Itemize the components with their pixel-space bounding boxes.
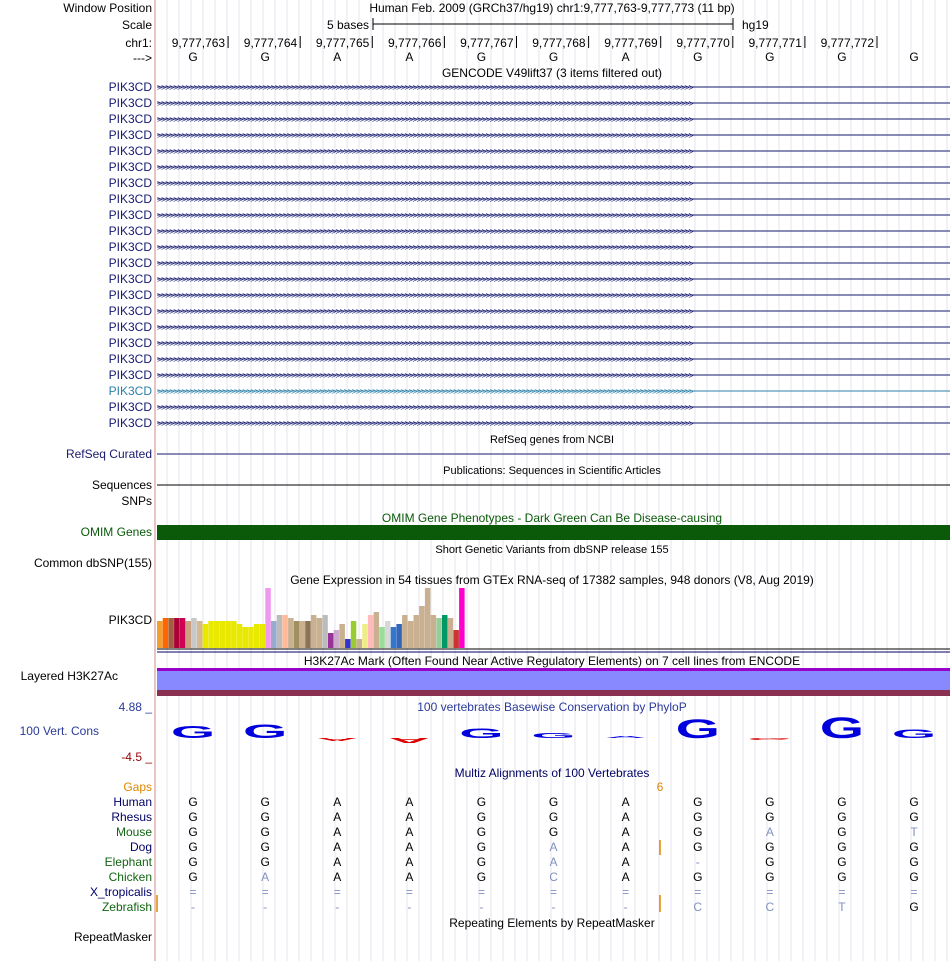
multiz-base: G xyxy=(693,840,703,854)
multiz-base: = xyxy=(766,885,774,899)
gtex-tissue-bar[interactable] xyxy=(351,621,357,648)
gencode-strand-arrows: >>>>>>>>>>>>>>>>>>>>>>>>>>>>>>>>>>>>>>>>>>>>>>>>>>>>>>>>>>>>>>>>>>>>>>>>>>>>>>>>>>>>>>>>>>>>>>>>>>>>>>>>>>>>>>>>>>>>>>>>>>>>>>>>>>>> xyxy=(157,274,693,285)
phylop-letter[interactable]: G xyxy=(675,714,720,745)
multiz-base: = xyxy=(189,885,197,899)
scale-text: 5 bases xyxy=(326,18,369,32)
gtex-tissue-bar[interactable] xyxy=(208,621,214,648)
multiz-base: G xyxy=(188,810,198,824)
multiz-base: G xyxy=(476,810,487,824)
multiz-base: - xyxy=(479,900,484,914)
multiz-base: G xyxy=(765,810,775,824)
gencode-transcript-label[interactable]: PIK3CD xyxy=(108,192,152,206)
gencode-strand-arrows: >>>>>>>>>>>>>>>>>>>>>>>>>>>>>>>>>>>>>>>>>>>>>>>>>>>>>>>>>>>>>>>>>>>>>>>>>>>>>>>>>>>>>>>>>>>>>>>>>>>>>>>>>>>>>>>>>>>>>>>>>>>>>>>>>>>> xyxy=(157,146,693,157)
gencode-strand-arrows: >>>>>>>>>>>>>>>>>>>>>>>>>>>>>>>>>>>>>>>>>>>>>>>>>>>>>>>>>>>>>>>>>>>>>>>>>>>>>>>>>>>>>>>>>>>>>>>>>>>>>>>>>>>>>>>>>>>>>>>>>>>>>>>>>>>> xyxy=(157,114,693,125)
base-letter: G xyxy=(260,50,270,64)
position-label: 9,777,772 xyxy=(820,36,874,50)
gtex-tissue-bar[interactable] xyxy=(334,630,340,648)
multiz-base: G xyxy=(909,795,919,809)
multiz-base: G xyxy=(188,855,198,869)
base-letter: G xyxy=(476,50,487,64)
multiz-base: G xyxy=(188,840,198,854)
gtex-tissue-bar[interactable] xyxy=(174,618,180,648)
gencode-strand-arrows: >>>>>>>>>>>>>>>>>>>>>>>>>>>>>>>>>>>>>>>>>>>>>>>>>>>>>>>>>>>>>>>>>>>>>>>>>>>>>>>>>>>>>>>>>>>>>>>>>>>>>>>>>>>>>>>>>>>>>>>>>>>>>>>>>>>> xyxy=(157,386,693,397)
gencode-strand-arrows: >>>>>>>>>>>>>>>>>>>>>>>>>>>>>>>>>>>>>>>>>>>>>>>>>>>>>>>>>>>>>>>>>>>>>>>>>>>>>>>>>>>>>>>>>>>>>>>>>>>>>>>>>>>>>>>>>>>>>>>>>>>>>>>>>>>> xyxy=(157,162,693,173)
gtex-tissue-bar[interactable] xyxy=(414,615,420,648)
phylop-letter[interactable]: G xyxy=(242,720,288,743)
multiz-base: G xyxy=(765,855,775,869)
base-letter: G xyxy=(909,50,919,64)
gencode-transcript-label[interactable]: PIK3CD xyxy=(108,400,152,414)
base-letter: G xyxy=(765,50,775,64)
gencode-strand-arrows: >>>>>>>>>>>>>>>>>>>>>>>>>>>>>>>>>>>>>>>>>>>>>>>>>>>>>>>>>>>>>>>>>>>>>>>>>>>>>>>>>>>>>>>>>>>>>>>>>>>>>>>>>>>>>>>>>>>>>>>>>>>>>>>>>>>> xyxy=(157,258,693,269)
gencode-track-title: GENCODE V49lift37 (3 items filtered out) xyxy=(441,66,663,80)
gtex-tissue-bar[interactable] xyxy=(374,612,380,648)
phylop-letter[interactable]: G xyxy=(747,737,793,741)
position-label: 9,777,765 xyxy=(315,36,370,50)
multiz-base: G xyxy=(765,795,775,809)
gtex-tissue-bar[interactable] xyxy=(248,627,254,648)
base-letter: A xyxy=(621,50,630,64)
gtex-tissue-bar[interactable] xyxy=(214,621,220,648)
gtex-tissue-bar[interactable] xyxy=(368,615,374,648)
gencode-transcript-label[interactable]: PIK3CD xyxy=(108,144,152,158)
multiz-species-label[interactable]: X_tropicalis xyxy=(89,885,152,899)
omim-track-label[interactable]: OMIM Genes xyxy=(80,525,152,539)
gtex-tissue-bar[interactable] xyxy=(448,618,454,648)
gtex-tissue-bar[interactable] xyxy=(294,621,300,648)
multiz-base: A xyxy=(333,795,342,809)
multiz-base: G xyxy=(260,840,270,854)
gencode-strand-arrows: >>>>>>>>>>>>>>>>>>>>>>>>>>>>>>>>>>>>>>>>>>>>>>>>>>>>>>>>>>>>>>>>>>>>>>>>>>>>>>>>>>>>>>>>>>>>>>>>>>>>>>>>>>>>>>>>>>>>>>>>>>>>>>>>>>>> xyxy=(157,194,693,205)
gencode-track[interactable] xyxy=(109,80,950,430)
multiz-base: - xyxy=(551,900,556,914)
position-label: 9,777,770 xyxy=(676,36,730,50)
multiz-base: G xyxy=(476,825,487,839)
multiz-base: A xyxy=(405,810,414,824)
gtex-tissue-bar[interactable] xyxy=(197,621,203,648)
multiz-base: G xyxy=(837,795,847,809)
gtex-tissue-bar[interactable] xyxy=(237,624,243,648)
multiz-base: A xyxy=(333,840,342,854)
position-label: 9,777,767 xyxy=(460,36,514,50)
gtex-tissue-bar[interactable] xyxy=(180,618,186,648)
gtex-tissue-bar[interactable] xyxy=(157,621,163,648)
gencode-transcript-label[interactable]: PIK3CD xyxy=(108,288,152,302)
gencode-strand-arrows: >>>>>>>>>>>>>>>>>>>>>>>>>>>>>>>>>>>>>>>>>>>>>>>>>>>>>>>>>>>>>>>>>>>>>>>>>>>>>>>>>>>>>>>>>>>>>>>>>>>>>>>>>>>>>>>>>>>>>>>>>>>>>>>>>>>> xyxy=(157,98,693,109)
position-label: 9,777,763 xyxy=(171,36,226,50)
multiz-base: A xyxy=(333,825,342,839)
gencode-strand-arrows: >>>>>>>>>>>>>>>>>>>>>>>>>>>>>>>>>>>>>>>>>>>>>>>>>>>>>>>>>>>>>>>>>>>>>>>>>>>>>>>>>>>>>>>>>>>>>>>>>>>>>>>>>>>>>>>>>>>>>>>>>>>>>>>>>>>> xyxy=(157,402,693,413)
gencode-strand-arrows: >>>>>>>>>>>>>>>>>>>>>>>>>>>>>>>>>>>>>>>>>>>>>>>>>>>>>>>>>>>>>>>>>>>>>>>>>>>>>>>>>>>>>>>>>>>>>>>>>>>>>>>>>>>>>>>>>>>>>>>>>>>>>>>>>>>> xyxy=(157,290,693,301)
chrom-label: chr1: xyxy=(125,36,152,50)
base-sequence xyxy=(188,50,918,64)
gencode-strand-arrows: >>>>>>>>>>>>>>>>>>>>>>>>>>>>>>>>>>>>>>>>>>>>>>>>>>>>>>>>>>>>>>>>>>>>>>>>>>>>>>>>>>>>>>>>>>>>>>>>>>>>>>>>>>>>>>>>>>>>>>>>>>>>>>>>>>>> xyxy=(157,130,693,141)
assembly-position-text: Human Feb. 2009 (GRCh37/hg19) chr1:9,777,763-9,777,773 (11 bp) xyxy=(369,1,735,15)
gtex-tissue-bar[interactable] xyxy=(203,624,209,648)
multiz-base: G xyxy=(260,810,270,824)
multiz-alignment[interactable] xyxy=(90,795,919,914)
gtex-tissue-bar[interactable] xyxy=(408,621,414,648)
multiz-track-title: Multiz Alignments of 100 Vertebrates xyxy=(454,766,650,780)
gtex-tissue-bar[interactable] xyxy=(288,618,294,648)
multiz-base: C xyxy=(765,900,775,914)
gtex-tissue-bar[interactable] xyxy=(168,618,174,648)
multiz-base: G xyxy=(693,795,703,809)
multiz-base: - xyxy=(263,900,268,914)
gencode-strand-arrows: >>>>>>>>>>>>>>>>>>>>>>>>>>>>>>>>>>>>>>>>>>>>>>>>>>>>>>>>>>>>>>>>>>>>>>>>>>>>>>>>>>>>>>>>>>>>>>>>>>>>>>>>>>>>>>>>>>>>>>>>>>>>>>>>>>>> xyxy=(157,338,693,349)
multiz-base: - xyxy=(407,900,412,914)
multiz-base: - xyxy=(191,900,196,914)
gencode-transcript-label[interactable]: PIK3CD xyxy=(108,176,152,190)
position-label: 9,777,768 xyxy=(532,36,586,50)
multiz-base: G xyxy=(693,810,703,824)
multiz-species-label[interactable]: Rhesus xyxy=(111,810,152,824)
phylop-letter[interactable]: G xyxy=(531,731,576,740)
gencode-transcript-label[interactable]: PIK3CD xyxy=(108,80,152,94)
gtex-tissue-bar[interactable] xyxy=(339,624,345,648)
multiz-base: C xyxy=(549,870,558,884)
phylop-logo[interactable] xyxy=(171,711,936,745)
scale-label: Scale xyxy=(121,18,152,32)
gtex-tissue-bar[interactable] xyxy=(328,633,334,648)
multiz-base: A xyxy=(621,810,630,824)
position-label: 9,777,764 xyxy=(243,36,298,50)
multiz-base: G xyxy=(476,840,487,854)
multiz-gaps-label: Gaps xyxy=(123,780,152,794)
snps-track-label[interactable]: SNPs xyxy=(121,494,152,508)
multiz-species-label[interactable]: Elephant xyxy=(104,855,152,869)
base-letter: A xyxy=(405,50,414,64)
gtex-tissue-bar[interactable] xyxy=(436,618,442,648)
gtex-tissue-bar[interactable] xyxy=(419,606,425,648)
gtex-tissue-bar[interactable] xyxy=(271,621,277,648)
multiz-base: G xyxy=(260,795,270,809)
multiz-base: = xyxy=(622,885,630,899)
multiz-base: G xyxy=(476,795,487,809)
phylop-max-label: 4.88 _ xyxy=(118,700,152,714)
multiz-base: G xyxy=(765,870,775,884)
multiz-base: G xyxy=(909,855,919,869)
multiz-base: = xyxy=(838,885,846,899)
multiz-base: A xyxy=(333,855,342,869)
multiz-base: G xyxy=(909,900,919,914)
multiz-species-label[interactable]: Dog xyxy=(129,840,152,854)
gencode-strand-arrows: >>>>>>>>>>>>>>>>>>>>>>>>>>>>>>>>>>>>>>>>>>>>>>>>>>>>>>>>>>>>>>>>>>>>>>>>>>>>>>>>>>>>>>>>>>>>>>>>>>>>>>>>>>>>>>>>>>>>>>>>>>>>>>>>>>>> xyxy=(157,242,693,253)
multiz-base: G xyxy=(188,870,198,884)
multiz-base: G xyxy=(837,840,847,854)
gtex-tissue-bar[interactable] xyxy=(220,621,226,648)
window-position-label: Window Position xyxy=(63,1,152,15)
repeatmasker-track-label[interactable]: RepeatMasker xyxy=(73,930,152,944)
multiz-base: G xyxy=(548,795,559,809)
multiz-base: = xyxy=(333,885,341,899)
multiz-base: G xyxy=(188,825,198,839)
multiz-base: = xyxy=(694,885,702,899)
repeatmasker-track-title: Repeating Elements by RepeatMasker xyxy=(449,916,655,930)
phylop-letter[interactable]: A xyxy=(316,736,358,743)
multiz-base: A xyxy=(621,855,630,869)
gencode-transcript-label[interactable]: PIK3CD xyxy=(108,272,152,286)
multiz-base: G xyxy=(909,840,919,854)
base-letter: A xyxy=(333,50,342,64)
multiz-base: = xyxy=(550,885,558,899)
gtex-tissue-bar[interactable] xyxy=(396,624,402,648)
h3k27ac-track-label[interactable]: Layered H3K27Ac xyxy=(20,669,118,683)
multiz-base: G xyxy=(476,855,487,869)
h3k27ac-track-title: H3K27Ac Mark (Often Found Near Active Regulatory Elements) on 7 cell lines from ENCODE xyxy=(303,654,801,668)
multiz-base: A xyxy=(765,825,774,839)
base-letter: G xyxy=(693,50,703,64)
multiz-base: G xyxy=(188,795,198,809)
multiz-base: = xyxy=(910,885,918,899)
gencode-transcript-label[interactable]: PIK3CD xyxy=(108,320,152,334)
gencode-transcript-label[interactable]: PIK3CD xyxy=(108,336,152,350)
gencode-transcript-label[interactable]: PIK3CD xyxy=(108,368,152,382)
multiz-species-label[interactable]: Mouse xyxy=(115,825,152,839)
gencode-transcript-label[interactable]: PIK3CD xyxy=(108,384,152,398)
phylop-letter[interactable]: A xyxy=(388,736,430,745)
multiz-base: T xyxy=(910,825,918,839)
base-letter: G xyxy=(188,50,198,64)
gtex-tissue-bar[interactable] xyxy=(260,624,266,648)
omim-gene-bar[interactable] xyxy=(157,525,950,540)
multiz-base: = xyxy=(261,885,269,899)
multiz-base: A xyxy=(333,810,342,824)
multiz-base: G xyxy=(693,870,703,884)
gencode-transcript-label[interactable]: PIK3CD xyxy=(108,208,152,222)
gencode-transcript-label[interactable]: PIK3CD xyxy=(108,112,152,126)
gtex-tissue-bar[interactable] xyxy=(459,588,465,648)
gtex-track-label[interactable]: PIK3CD xyxy=(108,613,152,627)
gencode-strand-arrows: >>>>>>>>>>>>>>>>>>>>>>>>>>>>>>>>>>>>>>>>>>>>>>>>>>>>>>>>>>>>>>>>>>>>>>>>>>>>>>>>>>>>>>>>>>>>>>>>>>>>>>>>>>>>>>>>>>>>>>>>>>>>>>>>>>>> xyxy=(157,210,693,221)
gtex-tissue-bar[interactable] xyxy=(225,621,231,648)
multiz-base: G xyxy=(548,825,559,839)
multiz-base: G xyxy=(837,825,847,839)
assembly-db: hg19 xyxy=(742,18,769,32)
gtex-tissue-bar[interactable] xyxy=(265,588,271,648)
gencode-transcript-label[interactable]: PIK3CD xyxy=(108,256,152,270)
gtex-tissue-bar[interactable] xyxy=(243,627,249,648)
phylop-letter[interactable]: G xyxy=(170,721,216,742)
multiz-base: A xyxy=(405,795,414,809)
multiz-base: G xyxy=(909,810,919,824)
pubs-track-label[interactable]: Sequences xyxy=(91,478,152,492)
gencode-strand-arrows: >>>>>>>>>>>>>>>>>>>>>>>>>>>>>>>>>>>>>>>>>>>>>>>>>>>>>>>>>>>>>>>>>>>>>>>>>>>>>>>>>>>>>>>>>>>>>>>>>>>>>>>>>>>>>>>>>>>>>>>>>>>>>>>>>>>> xyxy=(157,418,693,429)
multiz-base: - xyxy=(695,855,700,869)
gtex-tissue-bar[interactable] xyxy=(391,627,397,648)
strand-label: ---> xyxy=(133,51,152,65)
multiz-species-label[interactable]: Human xyxy=(113,795,152,809)
multiz-base: A xyxy=(405,825,414,839)
position-label: 9,777,769 xyxy=(604,36,658,50)
gtex-tissue-bar[interactable] xyxy=(425,588,431,648)
position-label: 9,777,771 xyxy=(748,36,802,50)
phylop-track-label[interactable]: 100 Vert. Cons xyxy=(19,724,99,738)
multiz-base: A xyxy=(405,855,414,869)
gtex-tissue-bar[interactable] xyxy=(431,615,437,648)
gencode-transcript-label[interactable]: PIK3CD xyxy=(108,352,152,366)
phylop-min-label: -4.5 _ xyxy=(121,750,152,764)
gtex-tissue-bar[interactable] xyxy=(186,621,192,648)
phylop-letter[interactable]: A xyxy=(605,735,647,739)
multiz-base: A xyxy=(549,840,558,854)
h3k27ac-signal[interactable] xyxy=(157,671,950,690)
gtex-tissue-bar[interactable] xyxy=(254,624,260,648)
gencode-strand-arrows: >>>>>>>>>>>>>>>>>>>>>>>>>>>>>>>>>>>>>>>>>>>>>>>>>>>>>>>>>>>>>>>>>>>>>>>>>>>>>>>>>>>>>>>>>>>>>>>>>>>>>>>>>>>>>>>>>>>>>>>>>>>>>>>>>>>> xyxy=(157,82,693,93)
gtex-tissue-bar[interactable] xyxy=(379,627,385,648)
multiz-base: A xyxy=(549,855,558,869)
multiz-gap-count: 6 xyxy=(656,780,664,794)
multiz-base: = xyxy=(477,885,485,899)
multiz-base: C xyxy=(693,900,703,914)
gencode-strand-arrows: >>>>>>>>>>>>>>>>>>>>>>>>>>>>>>>>>>>>>>>>>>>>>>>>>>>>>>>>>>>>>>>>>>>>>>>>>>>>>>>>>>>>>>>>>>>>>>>>>>>>>>>>>>>>>>>>>>>>>>>>>>>>>>>>>>>> xyxy=(157,322,693,333)
multiz-base: G xyxy=(476,870,487,884)
multiz-base: A xyxy=(333,870,342,884)
multiz-base: G xyxy=(837,810,847,824)
phylop-letter[interactable]: G xyxy=(459,725,504,741)
position-ruler xyxy=(172,36,877,50)
gencode-transcript-label[interactable]: PIK3CD xyxy=(108,304,152,318)
gtex-tissue-bar[interactable] xyxy=(345,639,351,648)
multiz-base: G xyxy=(837,870,847,884)
multiz-base: A xyxy=(621,795,630,809)
dbsnp-track-label[interactable]: Common dbSNP(155) xyxy=(33,556,152,570)
multiz-base: G xyxy=(765,840,775,854)
gencode-transcript-label[interactable]: PIK3CD xyxy=(108,416,152,430)
multiz-base: - xyxy=(623,900,628,914)
multiz-base: A xyxy=(621,825,630,839)
phylop-track-title: 100 vertebrates Basewise Conservation by PhyloP xyxy=(417,700,687,714)
gencode-transcript-label[interactable]: PIK3CD xyxy=(108,224,152,238)
gencode-transcript-label[interactable]: PIK3CD xyxy=(108,128,152,142)
gtex-tissue-bar[interactable] xyxy=(442,615,448,648)
phylop-letter[interactable]: G xyxy=(891,727,937,741)
gtex-track-title: Gene Expression in 54 tissues from GTEx RNA-seq of 17382 samples, 948 donors (V8, Aug 2019) xyxy=(290,573,814,587)
gtex-tissue-bar[interactable] xyxy=(311,615,317,648)
gtex-tissue-bar[interactable] xyxy=(362,624,368,648)
base-letter: G xyxy=(837,50,847,64)
multiz-base: T xyxy=(838,900,846,914)
multiz-base: A xyxy=(621,840,630,854)
gtex-tissue-bar[interactable] xyxy=(402,615,408,648)
omim-track-title: OMIM Gene Phenotypes - Dark Green Can Be Disease-causing xyxy=(381,511,723,525)
gtex-tissue-bar[interactable] xyxy=(317,618,323,648)
gtex-tissue-bar[interactable] xyxy=(191,618,197,648)
gtex-tissue-bar[interactable] xyxy=(300,621,306,648)
multiz-base: G xyxy=(260,825,270,839)
gtex-tissue-bar[interactable] xyxy=(357,639,363,648)
gtex-tissue-bar[interactable] xyxy=(163,618,169,648)
gtex-tissue-bar[interactable] xyxy=(282,615,288,648)
pubs-track-title: Publications: Sequences in Scientific Articles xyxy=(443,465,661,477)
gencode-transcript-label[interactable]: PIK3CD xyxy=(108,160,152,174)
gtex-tissue-bar[interactable] xyxy=(277,615,283,648)
base-letter: G xyxy=(548,50,559,64)
multiz-base: G xyxy=(837,855,847,869)
multiz-base: G xyxy=(693,825,703,839)
multiz-base: A xyxy=(405,840,414,854)
gencode-transcript-label[interactable]: PIK3CD xyxy=(108,96,152,110)
multiz-species-label[interactable]: Chicken xyxy=(108,870,152,884)
multiz-base: A xyxy=(261,870,270,884)
gencode-strand-arrows: >>>>>>>>>>>>>>>>>>>>>>>>>>>>>>>>>>>>>>>>>>>>>>>>>>>>>>>>>>>>>>>>>>>>>>>>>>>>>>>>>>>>>>>>>>>>>>>>>>>>>>>>>>>>>>>>>>>>>>>>>>>>>>>>>>>> xyxy=(157,354,693,365)
multiz-base: A xyxy=(405,870,414,884)
gencode-strand-arrows: >>>>>>>>>>>>>>>>>>>>>>>>>>>>>>>>>>>>>>>>>>>>>>>>>>>>>>>>>>>>>>>>>>>>>>>>>>>>>>>>>>>>>>>>>>>>>>>>>>>>>>>>>>>>>>>>>>>>>>>>>>>>>>>>>>>> xyxy=(157,226,693,237)
position-label: 9,777,766 xyxy=(388,36,442,50)
multiz-base: G xyxy=(260,855,270,869)
multiz-base: G xyxy=(909,870,919,884)
phylop-letter[interactable]: G xyxy=(819,710,865,745)
gencode-strand-arrows: >>>>>>>>>>>>>>>>>>>>>>>>>>>>>>>>>>>>>>>>>>>>>>>>>>>>>>>>>>>>>>>>>>>>>>>>>>>>>>>>>>>>>>>>>>>>>>>>>>>>>>>>>>>>>>>>>>>>>>>>>>>>>>>>>>>> xyxy=(157,306,693,317)
gtex-tissue-bar[interactable] xyxy=(453,630,459,648)
gtex-tissue-bar[interactable] xyxy=(385,621,391,648)
multiz-base: G xyxy=(548,810,559,824)
multiz-base: A xyxy=(621,870,630,884)
dbsnp-track-title: Short Genetic Variants from dbSNP release 155 xyxy=(435,544,669,556)
multiz-base: = xyxy=(405,885,413,899)
refseq-track-title: RefSeq genes from NCBI xyxy=(489,434,615,446)
gtex-tissue-bar[interactable] xyxy=(231,621,237,648)
gtex-tissue-bar[interactable] xyxy=(305,621,311,648)
gencode-strand-arrows: >>>>>>>>>>>>>>>>>>>>>>>>>>>>>>>>>>>>>>>>>>>>>>>>>>>>>>>>>>>>>>>>>>>>>>>>>>>>>>>>>>>>>>>>>>>>>>>>>>>>>>>>>>>>>>>>>>>>>>>>>>>>>>>>>>>> xyxy=(157,178,693,189)
multiz-species-label[interactable]: Zebrafish xyxy=(101,900,152,914)
gtex-tissue-bar[interactable] xyxy=(322,615,328,648)
gencode-strand-arrows: >>>>>>>>>>>>>>>>>>>>>>>>>>>>>>>>>>>>>>>>>>>>>>>>>>>>>>>>>>>>>>>>>>>>>>>>>>>>>>>>>>>>>>>>>>>>>>>>>>>>>>>>>>>>>>>>>>>>>>>>>>>>>>>>>>>> xyxy=(157,370,693,381)
refseq-track-label[interactable]: RefSeq Curated xyxy=(65,447,152,461)
gencode-transcript-label[interactable]: PIK3CD xyxy=(108,240,152,254)
multiz-base: - xyxy=(335,900,340,914)
